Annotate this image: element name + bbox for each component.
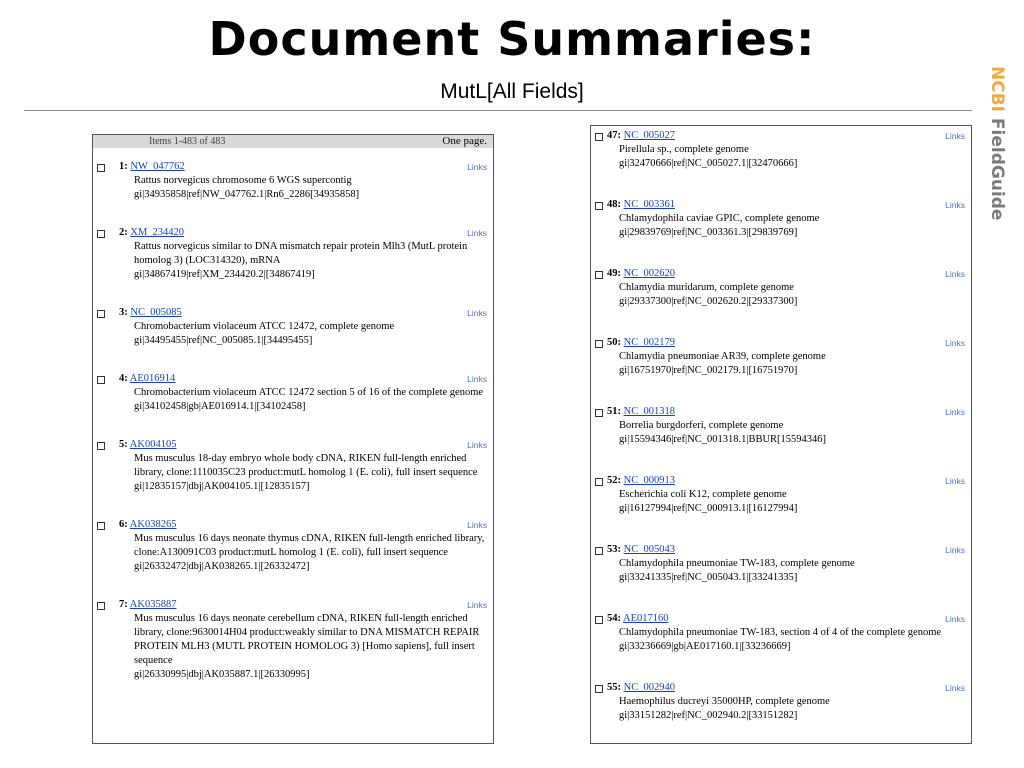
select-checkbox[interactable]	[595, 202, 603, 210]
links-link[interactable]: Links	[467, 308, 487, 318]
result-entry	[591, 336, 971, 378]
entry-header	[607, 198, 965, 212]
accession-link[interactable]: NC_002940	[623, 682, 675, 693]
items-bar	[93, 135, 493, 148]
entry-description: Chlamydia pneumoniae AR39, complete genome	[619, 351, 826, 362]
accession-link[interactable]: AK004105	[129, 439, 177, 450]
select-checkbox[interactable]	[97, 522, 105, 530]
slide-title: Document Summaries:	[208, 12, 816, 66]
result-entry	[591, 474, 971, 516]
entry-gi: gi|29337300|ref|NC_002620.2|[29337300]	[619, 296, 798, 307]
entry-gi: gi|34495455|ref|NC_005085.1|[34495455]	[134, 335, 313, 346]
links-link[interactable]: Links	[945, 476, 965, 486]
entry-number: 50:	[607, 337, 621, 348]
links-link[interactable]: Links	[467, 520, 487, 530]
entry-number: 6:	[119, 519, 128, 530]
entry-header	[119, 306, 487, 320]
items-count: Items 1-483 of 483	[149, 136, 226, 147]
entry-number: 49:	[607, 268, 621, 279]
entry-gi: gi|34867419|ref|XM_234420.2|[34867419]	[134, 269, 315, 280]
entry-description: Chlamydophila pneumoniae TW-183, complete genome	[619, 558, 855, 569]
entry-number: 47:	[607, 130, 621, 141]
result-entry	[591, 198, 971, 240]
entry-gi: gi|33236669|gb|AE017160.1|[33236669]	[619, 641, 791, 652]
accession-link[interactable]: NC_002620	[623, 268, 675, 279]
entry-header	[607, 336, 965, 350]
select-checkbox[interactable]	[97, 310, 105, 318]
links-link[interactable]: Links	[945, 614, 965, 624]
entry-header	[607, 681, 965, 695]
entry-number: 7:	[119, 599, 128, 610]
result-entry	[591, 405, 971, 447]
select-checkbox[interactable]	[595, 271, 603, 279]
entry-description: Mus musculus 16 days neonate cerebellum cDNA, RIKEN full-length enriched library, clone:9630014H04 product:weakly similar to DNA MISMATCH REPAIR PROTEIN MLH3 (MUTL PROTEIN HOMOLOG 3) [Homo sapiens], full insert sequence	[134, 613, 480, 666]
select-checkbox[interactable]	[97, 376, 105, 384]
entry-gi: gi|16127994|ref|NC_000913.1|[16127994]	[619, 503, 798, 514]
entry-number: 51:	[607, 406, 621, 417]
links-link[interactable]: Links	[945, 131, 965, 141]
links-link[interactable]: Links	[945, 200, 965, 210]
summary-panel-left	[92, 134, 494, 744]
entry-description: Mus musculus 16 days neonate thymus cDNA, RIKEN full-length enriched library, clone:A130091C03 product:mutL homolog 1 (E. coli), full insert sequence	[134, 533, 485, 558]
slide-subtitle: MutL[All Fields]	[440, 80, 584, 103]
right-entry-list	[591, 129, 971, 723]
entry-header	[119, 160, 487, 174]
entry-header	[607, 543, 965, 557]
accession-link[interactable]: NC_003361	[623, 199, 675, 210]
links-link[interactable]: Links	[467, 374, 487, 384]
select-checkbox[interactable]	[97, 442, 105, 450]
links-link[interactable]: Links	[945, 407, 965, 417]
result-entry	[93, 226, 493, 282]
entry-number: 54:	[607, 613, 621, 624]
result-entry	[591, 612, 971, 654]
result-entry	[591, 129, 971, 171]
entry-header	[119, 438, 487, 452]
links-link[interactable]: Links	[467, 228, 487, 238]
entry-gi: gi|33241335|ref|NC_005043.1|[33241335]	[619, 572, 798, 583]
select-checkbox[interactable]	[595, 685, 603, 693]
links-link[interactable]: Links	[467, 162, 487, 172]
accession-link[interactable]: AE017160	[623, 613, 669, 624]
ncbi-fieldguide-logo	[987, 66, 1007, 220]
entry-header	[119, 226, 487, 240]
entry-description: Chlamydophila pneumoniae TW-183, section 4 of 4 of the complete genome	[619, 627, 942, 638]
result-entry	[591, 681, 971, 723]
summary-panel-right	[590, 125, 972, 744]
brand-ncbi: NCBI	[987, 66, 1007, 112]
entry-gi: gi|34935858|ref|NW_047762.1|Rn6_2286[34935858]	[134, 189, 360, 200]
entry-description: Haemophilus ducreyi 35000HP, complete genome	[619, 696, 830, 707]
accession-link[interactable]: NC_005085	[130, 307, 182, 318]
result-entry	[93, 598, 493, 682]
result-entry	[93, 306, 493, 348]
accession-link[interactable]: NW_047762	[130, 161, 185, 172]
result-entry	[93, 518, 493, 574]
select-checkbox[interactable]	[595, 409, 603, 417]
title-divider	[24, 110, 972, 111]
entry-number: 1:	[119, 161, 128, 172]
entry-header	[607, 612, 965, 626]
select-checkbox[interactable]	[97, 602, 105, 610]
entry-description: Chlamydophila caviae GPIC, complete genome	[619, 213, 820, 224]
accession-link[interactable]: XM_234420	[130, 227, 185, 238]
select-checkbox[interactable]	[97, 164, 105, 172]
accession-link[interactable]: AK038265	[129, 519, 177, 530]
entry-gi: gi|26332472|dbj|AK038265.1|[26332472]	[134, 561, 310, 572]
accession-link[interactable]: AK035887	[129, 599, 177, 610]
entry-gi: gi|29839769|ref|NC_003361.3|[29839769]	[619, 227, 798, 238]
result-entry	[591, 267, 971, 309]
accession-link[interactable]: NC_002179	[623, 337, 675, 348]
entry-number: 3:	[119, 307, 128, 318]
select-checkbox[interactable]	[595, 133, 603, 141]
entry-header	[119, 372, 487, 386]
entry-number: 4:	[119, 373, 128, 384]
entry-gi: gi|16751970|ref|NC_002179.1|[16751970]	[619, 365, 798, 376]
result-entry	[93, 372, 493, 414]
links-link[interactable]: Links	[945, 338, 965, 348]
left-entry-list	[93, 160, 493, 682]
links-link[interactable]: Links	[467, 600, 487, 610]
select-checkbox[interactable]	[595, 616, 603, 624]
accession-link[interactable]: NC_001318	[623, 406, 675, 417]
select-checkbox[interactable]	[97, 230, 105, 238]
entry-number: 52:	[607, 475, 621, 486]
entry-header	[607, 474, 965, 488]
links-link[interactable]: Links	[945, 683, 965, 693]
entry-header	[607, 267, 965, 281]
entry-header	[607, 405, 965, 419]
entry-description: Mus musculus 18-day embryo whole body cDNA, RIKEN full-length enriched library, clone:1110035C23 product:mutL homolog 1 (E. coli), full insert sequence	[134, 453, 478, 478]
entry-number: 55:	[607, 682, 621, 693]
brand-fieldguide: FieldGuide	[987, 112, 1007, 221]
entry-description: Borrelia burgdorferi, complete genome	[619, 420, 784, 431]
accession-link[interactable]: NC_005027	[623, 130, 675, 141]
entry-gi: gi|34102458|gb|AE016914.1|[34102458]	[134, 401, 306, 412]
entry-gi: gi|33151282|ref|NC_002940.2|[33151282]	[619, 710, 798, 721]
entry-description: Chromobacterium violaceum ATCC 12472, complete genome	[134, 321, 395, 332]
entry-number: 5:	[119, 439, 128, 450]
result-entry	[93, 438, 493, 494]
select-checkbox[interactable]	[595, 478, 603, 486]
entry-description: Rattus norvegicus similar to DNA mismatch repair protein Mlh3 (MutL protein homolog 3) (LOC314320), mRNA	[134, 241, 468, 266]
entry-description: Chlamydia muridarum, complete genome	[619, 282, 794, 293]
entry-gi: gi|26330995|dbj|AK035887.1|[26330995]	[134, 669, 310, 680]
entry-header	[119, 598, 487, 612]
entry-description: Escherichia coli K12, complete genome	[619, 489, 787, 500]
select-checkbox[interactable]	[595, 547, 603, 555]
entry-number: 2:	[119, 227, 128, 238]
entry-header	[119, 518, 487, 532]
entry-number: 53:	[607, 544, 621, 555]
one-page-label: One page.	[442, 135, 487, 147]
accession-link[interactable]: NC_000913	[623, 475, 675, 486]
entry-gi: gi|15594346|ref|NC_001318.1|BBUR[15594346]	[619, 434, 827, 445]
entry-gi: gi|12835157|dbj|AK004105.1|[12835157]	[134, 481, 310, 492]
result-entry	[93, 160, 493, 202]
links-link[interactable]: Links	[467, 440, 487, 450]
entry-gi: gi|32470666|ref|NC_005027.1|[32470666]	[619, 158, 798, 169]
select-checkbox[interactable]	[595, 340, 603, 348]
entry-description: Rattus norvegicus chromosome 6 WGS supercontig	[134, 175, 352, 186]
links-link[interactable]: Links	[945, 269, 965, 279]
accession-link[interactable]: NC_005043	[623, 544, 675, 555]
entry-description: Chromobacterium violaceum ATCC 12472 section 5 of 16 of the complete genome	[134, 387, 484, 398]
links-link[interactable]: Links	[945, 545, 965, 555]
entry-description: Pirellula sp., complete genome	[619, 144, 749, 155]
entry-number: 48:	[607, 199, 621, 210]
entry-header	[607, 129, 965, 143]
accession-link[interactable]: AE016914	[129, 373, 176, 384]
result-entry	[591, 543, 971, 585]
